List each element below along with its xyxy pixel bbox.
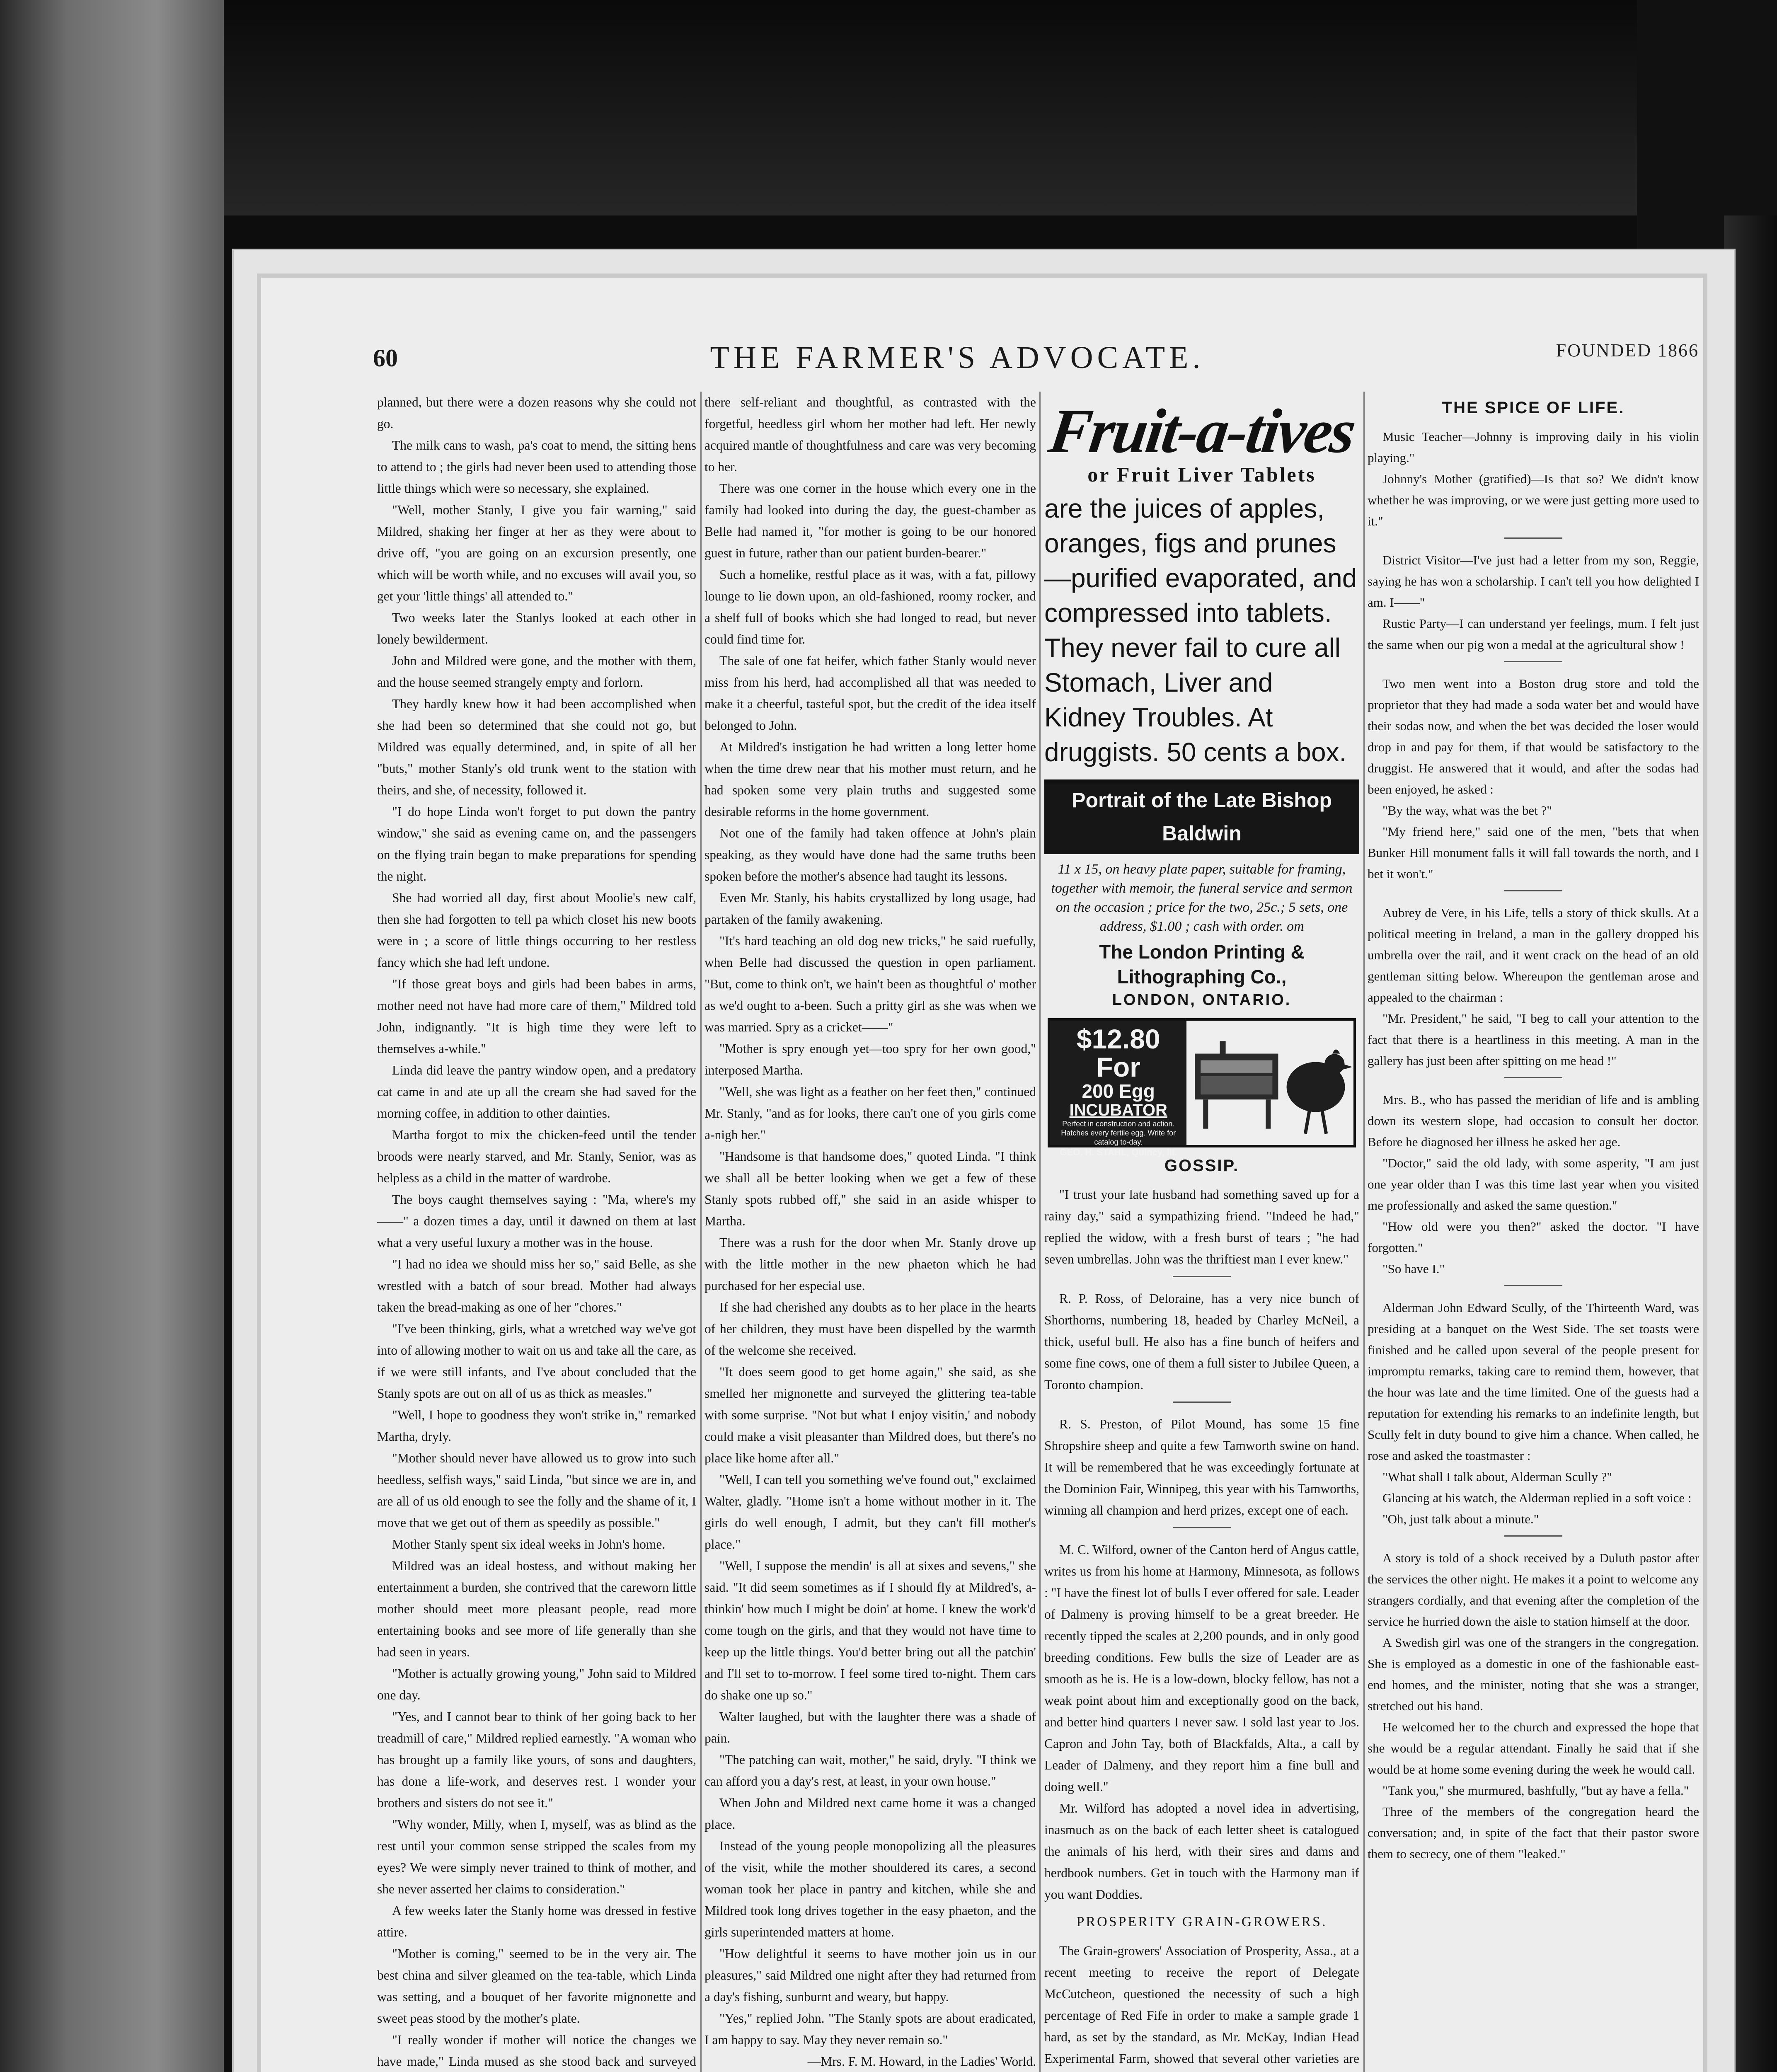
portrait-ad-description — [1048, 860, 1355, 936]
spice-paragraph: "What shall I talk about, Alderman Scully ?" — [1382, 1469, 1612, 1484]
story-paragraph: "Mother is spry enough yet—too spry for her own good," interposed Martha. — [705, 1041, 1036, 1077]
spice-paragraph: "Doctor," said the old lady, with some asperity, "I am just one year older than I was this time last year when you visited me professionally and asked the same question." — [1368, 1156, 1699, 1213]
spice-paragraph: Three of the members of the congregation heard the conversation; and, in spite of the fact that their pastor swore them to secrecy, one of them "leaked." — [1368, 1804, 1699, 1861]
spice-paragraph: District Visitor—I've just had a letter from my son, Reggie, saying he has won a scholarship. I can't tell you how delighted I am. I——" — [1368, 553, 1699, 610]
scan-left-border — [0, 0, 224, 2072]
story-column-1 — [377, 392, 696, 2072]
gossip-paragraph: R. P. Ross, of Deloraine, has a very nice bunch of Shorthorns, numbering 18, headed by Charley McNeil, a thick, useful bull. He also has a fine bunch of heifers and some fine cows, one of them a full sister to Jubilee Queen, a Toronto champion. — [1044, 1291, 1359, 1392]
spice-paragraph: A Swedish girl was one of the strangers in the congregation. She is employed as a domestic in one of the fashionable east-end homes, and the minister, noting that she was a stranger, stretched out his hand. — [1368, 1635, 1699, 1713]
gossip-paragraph: Mr. Wilford has adopted a novel idea in advertising, inasmuch as on the back of each letter sheet is catalogued the animals of his herd, with their sires and dams and herdbook numbers. Get in touch with the Harmony man if you want Doddies. — [1044, 1801, 1359, 1902]
story-paragraph: When John and Mildred next came home it was a changed place. — [705, 1796, 1036, 1832]
story-paragraph: there self-reliant and thoughtful, as contrasted with the forgetful, heedless girl whom her mother had left. Her newly acquired mantle of thoughtfulness and care was very becoming to her. — [705, 395, 1036, 474]
page-header — [373, 340, 1699, 381]
spice-paragraph: "My friend here," said one of the men, "bets that when Bunker Hill monument falls it will fall towards the north, and I bet it won't." — [1368, 824, 1699, 881]
spice-paragraph: "By the way, what was the bet ?" — [1382, 803, 1552, 818]
story-paragraph: "The patching can wait, mother," he said, dryly. "I think we can afford you a day's rest, at least, in your own house." — [705, 1752, 1036, 1789]
gossip-paragraph: R. S. Preston, of Pilot Mound, has some 15 fine Shropshire sheep and quite a few Tamworth swine on hand. It will be remembered that he was exceedingly fortunate at the Dominion Fair, Winnipeg, this year with his Tamworths, winning all champion and herd prizes, except one of each. — [1044, 1417, 1359, 1518]
spice-paragraph: "Mr. President," he said, "I beg to call your attention to the fact that there is a heartliness in this meeting. A man in the gallery has just been after spitting on me head !" — [1368, 1011, 1699, 1068]
printing-company-name: The London Printing & Lithographing Co., — [1099, 941, 1305, 988]
story-paragraph: A few weeks later the Stanly home was dressed in festive attire. — [377, 1903, 696, 1939]
section-divider — [1504, 537, 1562, 539]
story-paragraph: "Handsome is that handsome does," quoted Linda. "I think we shall all be better looking when we get a few of these Stanly spots rubbed off," she said in an aside whisper to Martha. — [705, 1149, 1036, 1228]
incubator-size: 200 Egg — [1082, 1080, 1155, 1102]
section-divider — [1504, 890, 1562, 891]
story-paragraph: They hardly knew how it had been accomplished when she had been so determined that she could not go, but Mildred was equally determined, and, in spite of all her "buts," mother Stanly's old trunk went to the station with theirs, and she, of necessity, followed it. — [377, 697, 696, 797]
story-paragraph: There was one corner in the house which every one in the family had looked into during the day, the guest-chamber as Belle had named it, "for mother is going to be our honored guest in future, rather than our patient burden-bearer." — [705, 481, 1036, 560]
story-paragraph: Linda did leave the pantry window open, and a predatory cat came in and ate up all the cream she had saved for the morning coffee, in addition to other dainties. — [377, 1063, 696, 1121]
prosperity-heading: PROSPERITY GRAIN-GROWERS. — [1076, 1914, 1327, 1929]
story-paragraph: Mildred was an ideal hostess, and without making her entertainment a burden, she contrived that the careworn little mother should meet more pleasant people, read more entertaining books and see more of life generally than she had seen in years. — [377, 1559, 696, 1659]
spice-paragraph: Rustic Party—I can understand yer feelings, mum. I felt just the same when our pig won a medal at the agricultural show ! — [1368, 616, 1699, 652]
section-divider — [1504, 1077, 1562, 1078]
spice-paragraph: Glancing at his watch, the Alderman replied in a soft voice : — [1382, 1491, 1692, 1505]
story-paragraph: "Well, I can tell you something we've found out," exclaimed Walter, gladly. "Home isn't a home without mother in it. The girls do well enough, I admit, but they can't fill mother's place." — [705, 1472, 1036, 1552]
spice-paragraph: Music Teacher—Johnny is improving daily in his violin playing." — [1368, 429, 1699, 465]
fruit-a-tives-ad — [1044, 396, 1359, 770]
spice-paragraph: A story is told of a shock received by a Duluth pastor after the services the other night. He makes it a point to welcome any strangers cordially, and that evening after the completion of the service he hurried down the aisle to station himself at the door. — [1368, 1551, 1699, 1629]
story-paragraph: "It does seem good to get home again," she said, as she smelled her mignonette and surveyed the glittering tea-table with some surprise. "Not but what I enjoy visitin,' and nobody could make a visit pleasanter than Mildred does, but there's no place like home after all." — [705, 1365, 1036, 1465]
story-paragraph: "I've been thinking, girls, what a wretched way we've got into of allowing mother to wait on us and take all the care, as if we were still infants, and I've about concluded that the Stanly spots are out on all of us as thick as measles." — [377, 1322, 696, 1401]
story-paragraph: "If those great boys and girls had been babes in arms, mother need not have had more care of them," Mildred told John, indignantly. "It is high time they were left to themselves a-while." — [377, 977, 696, 1056]
section-divider — [1504, 661, 1562, 662]
story-paragraph: The sale of one fat heifer, which father Stanly would never miss from his herd, had accomplished all that was needed to make it a cheerful, tasteful spot, but the credit of the idea itself belonged to John. — [705, 654, 1036, 733]
story-paragraph: If she had cherished any doubts as to her place in the hearts of her children, they must have been dispelled by the warmth of the welcome she received. — [705, 1300, 1036, 1358]
section-divider — [1173, 1276, 1231, 1277]
incubator-ad — [1048, 1018, 1356, 1157]
story-paragraph: Instead of the young people monopolizing all the pleasures of the visit, while the mother shouldered its cares, a second woman took her place in pantry and kitchen, while she and Mildred took long drives together in the easy phaeton, and the girls superintended matters at home. — [705, 1839, 1036, 1939]
spice-paragraph: He welcomed her to the church and expressed the hope that she would be a regular attendant. Finally he said that if she would be at home some evening during the week he would call. — [1368, 1720, 1699, 1777]
printing-company-city: LONDON, ONTARIO. — [1112, 991, 1292, 1009]
story-paragraph: Martha forgot to mix the chicken-feed until the tender broods were nearly starved, and Mr. Stanly, Senior, was as helpless as a child in the matter of wardrobe. — [377, 1128, 696, 1185]
spice-paragraph: "Oh, just talk about a minute." — [1382, 1512, 1539, 1526]
spice-of-life-column — [1368, 392, 1699, 2072]
story-paragraph: Not one of the family had taken offence at John's plain speaking, as they would have done had the same truths been spoken before the mother's absence had taught its lessons. — [705, 826, 1036, 884]
story-paragraph: John and Mildred were gone, and the mother with them, and the house seemed strangely empty and forlorn. — [377, 654, 696, 690]
story-paragraph: "Mother should never have allowed us to grow into such heedless, selfish ways," said Linda, "but since we are in, and are all of us old enough to see the folly and the shame of it, I move that we get out of them as speedily as possible." — [377, 1451, 696, 1530]
incubator-label: INCUBATOR — [1069, 1101, 1167, 1119]
incubator-price: $12.80 For — [1076, 1024, 1160, 1082]
spice-paragraph: Aubrey de Vere, in his Life, tells a story of thick skulls. At a political meeting in Ireland, a man in the gallery dropped his umbrella over the rail, and it went crack on the head of an old gentleman sitting below. Whereupon the gentleman arose and appealed to the chairman : — [1368, 905, 1699, 1005]
spice-paragraph: Two men went into a Boston drug store and told the proprietor that they had made a soda water bet and would have their sodas now, and when the bet was decided the loser would drop in and pay for them, if that would be satisfactory to the druggist. He answered that it would, and after the sodas had been enjoyed, he asked : — [1368, 676, 1699, 796]
spice-paragraph: "Tank you," she murmured, bashfully, "but ay have a fella." — [1382, 1783, 1689, 1798]
story-paragraph: "I do hope Linda won't forget to put down the pantry window," she said as evening came on, and the passengers on the flying train began to make preparations for spending the night. — [377, 804, 696, 884]
story-paragraph: "Well, I hope to goodness they won't strike in," remarked Martha, dryly. — [377, 1408, 696, 1444]
portrait-ad-title: Portrait of the Late Bishop Baldwin — [1044, 779, 1359, 854]
gossip-paragraph: "I trust your late husband had something saved up for a rainy day," said a sympathizing friend. "Indeed he had," replied the widow, with a fresh burst of tears ; "he had seven umbrellas. John was the thriftiest man I ever knew." — [1044, 1187, 1359, 1266]
incubator-fine-print: Perfect in construction and action. Hatches every fertile egg. Write for catalog to-day. — [1061, 1120, 1176, 1146]
story-paragraph: "How delightful it seems to have mother join us in our pleasures," said Mildred one night after they had returned from a day's fishing, sunburnt and weary, but happy. — [705, 1946, 1036, 2004]
spice-paragraph: Mrs. B., who has passed the meridian of life and is ambling down its western slope, had occasion to consult her doctor. Before he diagnosed her illness he asked her age. — [1368, 1092, 1699, 1149]
ad-body-text: are the juices of apples, oranges, figs and prunes—purified evaporated, and compressed into tablets. They never fail to cure all Stomach, Liver and Kidney Troubles. At druggists. 50 cents a box. — [1044, 494, 1357, 767]
spice-paragraph: Alderman John Edward Scully, of the Thirteenth Ward, was presiding at a banquet on the West Side. The set toasts were finished and he called upon several of the people present for impromptu remarks, taking care to remind them, however, that the hour was late and the time limited. One of the guests had a reputation for extending his remarks to an indefinite length, but Scully felt in duty bound to give him a chance. When called, he rose and asked the toastmaster : — [1368, 1300, 1699, 1463]
story-paragraph: She had worried all day, first about Moolie's new calf, then she had forgotten to tell pa which closet his new boots were in ; a score of little things occurring to her restless fancy which she had left undone. — [377, 891, 696, 970]
spice-paragraph: Johnny's Mother (gratified)—Is that so? We didn't know whether he was improving, or we were just getting more used to it." — [1368, 472, 1699, 528]
story-paragraph: Walter laughed, but with the laughter there was a shade of pain. — [705, 1709, 1036, 1745]
gossip-paragraph: M. C. Wilford, owner of the Canton herd of Angus cattle, writes us from his home at Harmony, Minnesota, as follows : "I have the finest lot of bulls I ever offered for sale. Leader of Dalmeny is proving himself to be a great breeder. He recently tipped the scales at 2,200 pounds, and in only good breeding conditions. Few bulls the size of Leader are as smooth as he is. He is a low-down, blocky fellow, has not a weak point about him and exceptionally good on the back, and better hind quarters I never saw. I sold last year to Jos. Capron and John Tay, both of Blackfalds, Alta., a call by Leader of Dalmeny, and they report him a fine bull and doing well." — [1044, 1542, 1359, 1794]
ad-gossip-column — [1044, 392, 1359, 2072]
story-paragraph: There was a rush for the door when Mr. Stanly drove up with the little mother in the new phaeton which he had purchased for her especial use. — [705, 1235, 1036, 1293]
section-divider — [1504, 1285, 1562, 1286]
story-paragraph: "Yes, and I cannot bear to think of her going back to her treadmill of care," Mildred replied earnestly. "A woman who has brought up a family like yours, of sons and daughters, has done a life-work, and deserves rest. I wonder your brothers and sisters do not see it." — [377, 1709, 696, 1810]
founded-line: FOUNDED 1866 — [1556, 340, 1699, 361]
gossip-heading: GOSSIP. — [1164, 1157, 1240, 1175]
story-paragraph: "Mother is actually growing young," John said to Mildred one day. — [377, 1666, 696, 1702]
story-paragraph: At Mildred's instigation he had written a long letter home when the time drew near that his mother must return, and he had spoken some very plain truths and suggested some desirable reforms in the home government. — [705, 740, 1036, 819]
ad-brand-logo: Fruit-a-tives — [1045, 396, 1359, 466]
story-paragraph: The boys caught themselves saying : "Ma, where's my——" a dozen times a day, until it dawned on them at last what a very useful luxury a mother was in the house. — [377, 1192, 696, 1250]
story-paragraph: "Yes," replied John. "The Stanly spots are about eradicated, I am happy to say. May they never remain so." — [705, 2011, 1036, 2047]
spice-paragraph: "So have I." — [1382, 1261, 1445, 1276]
page-number: 60 — [373, 344, 398, 372]
masthead-title: THE FARMER'S ADVOCATE. — [710, 340, 1205, 375]
story-paragraph: "I had no idea we should miss her so," said Belle, as she wrestled with a batch of sour bread. Mother had always taken the bread-making as one of her "chores." — [377, 1257, 696, 1314]
section-divider — [1504, 1535, 1562, 1537]
story-paragraph: "Well, she was light as a feather on her feet then," continued Mr. Stanly, "and as for looks, there can't one of you girls come a-nigh her." — [705, 1084, 1036, 1142]
incubator-illustration — [1186, 1021, 1353, 1145]
story-paragraph: "Mother is coming," seemed to be in the very air. The best china and silver gleamed on the tea-table, which Linda was setting, and a bouquet of her favorite mignonette and sweet peas stood by the mother's plate. — [377, 1946, 696, 2026]
story-paragraph: "Well, mother Stanly, I give you fair warning," said Mildred, shaking her finger at her as they were about to drive off, "you are going on an excursion presently, one which will be worth while, and no excuses will avail you, so get your 'little things' all attended to." — [377, 503, 696, 603]
portrait-ad-text: 11 x 15, on heavy plate paper, suitable for framing, together with memoir, the funeral service and sermon on the occasion ; price for the two, 25c.; 5 sets, one address, $1.00 ; cash with order. — [1051, 862, 1353, 934]
story-attribution: —Mrs. F. M. Howard, in the Ladies' World. — [807, 2054, 1036, 2069]
scan-top-shadow — [224, 0, 1777, 215]
prosperity-paragraph: The Grain-growers' Association of Prosperity, Assa., at a recent meeting to receive the report of Delegate McCutcheon, questioned the necessity of such a high percentage of Red Fife in order to make a sample grade 1 hard, as set by the standard, as Mr. McKay, Indian Head Experimental Farm, showed that several other varieties are — [1044, 1944, 1359, 2066]
column-rule — [700, 392, 702, 2072]
story-paragraph: Such a homelike, restful place as it was, with a fat, pillowy lounge to lie down upon, an old-fashioned, roomy rocker, and a shelf full of books which she had longed to read, but never could find time for. — [705, 567, 1036, 646]
story-paragraph: "Well, I suppose the mendin' is all at sixes and sevens," she said. "It did seem sometimes as if I should fly at Mildred's, a-thinkin' how much I might be doin' at home. I knew the work'd come tough on the girls, and that they would not have time to keep up the little things. You'd better bring out all the patchin' and I'll set to to-morrow. I feel some tired to-night. Them cars do shake one up so." — [705, 1559, 1036, 1702]
story-paragraph: Mother Stanly spent six ideal weeks in John's home. — [392, 1537, 666, 1552]
story-paragraph: The milk cans to wash, pa's coat to mend, the sitting hens to attend to ; the girls had never been used to attending those little things which were so necessary, she explained. — [377, 438, 696, 496]
incubator-hen-illustration — [1186, 1021, 1353, 1145]
incubator-maker: GEO. H. STAHL, Quincy, Ill. — [1060, 1147, 1177, 1157]
story-paragraph: "I really wonder if mother will notice the changes we have made," Linda mused as she stood back and surveyed — [377, 2033, 696, 2069]
incubator-ad-text — [1050, 1021, 1186, 1157]
story-paragraph: "Why wonder, Milly, when I, myself, was as blind as the rest until your common sense stripped the scales from my eyes? We were simply never trained to think of mother, and she never asserted her claims to consideration." — [377, 1817, 696, 1896]
ad-subbrand: or Fruit Liver Tablets — [1087, 463, 1316, 486]
spice-paragraph: "How old were you then?" asked the doctor. "I have forgotten." — [1368, 1219, 1699, 1255]
column-rule — [1039, 392, 1041, 2072]
section-divider — [1173, 1402, 1231, 1403]
spice-heading: THE SPICE OF LIFE. — [1442, 399, 1625, 417]
story-column-2 — [705, 392, 1036, 2072]
story-paragraph: Even Mr. Stanly, his habits crystallized by long usage, had partaken of the family awakening. — [705, 891, 1036, 927]
column-rule — [1363, 392, 1365, 2072]
portrait-ad-code: om — [1287, 919, 1304, 934]
story-paragraph: Two weeks later the Stanlys looked at each other in lonely bewilderment. — [377, 610, 696, 646]
story-paragraph: "It's hard teaching an old dog new tricks," he said ruefully, when Belle had discussed the question in open parliament. "But, come to think on't, we hain't been as thoughtful o' mother as we'd ought to a-been. Such a pritty girl as she was when we was married. Spry as a cricket——" — [705, 934, 1036, 1034]
section-divider — [1173, 1527, 1231, 1528]
story-paragraph: planned, but there were a dozen reasons why she could not go. — [377, 395, 696, 431]
